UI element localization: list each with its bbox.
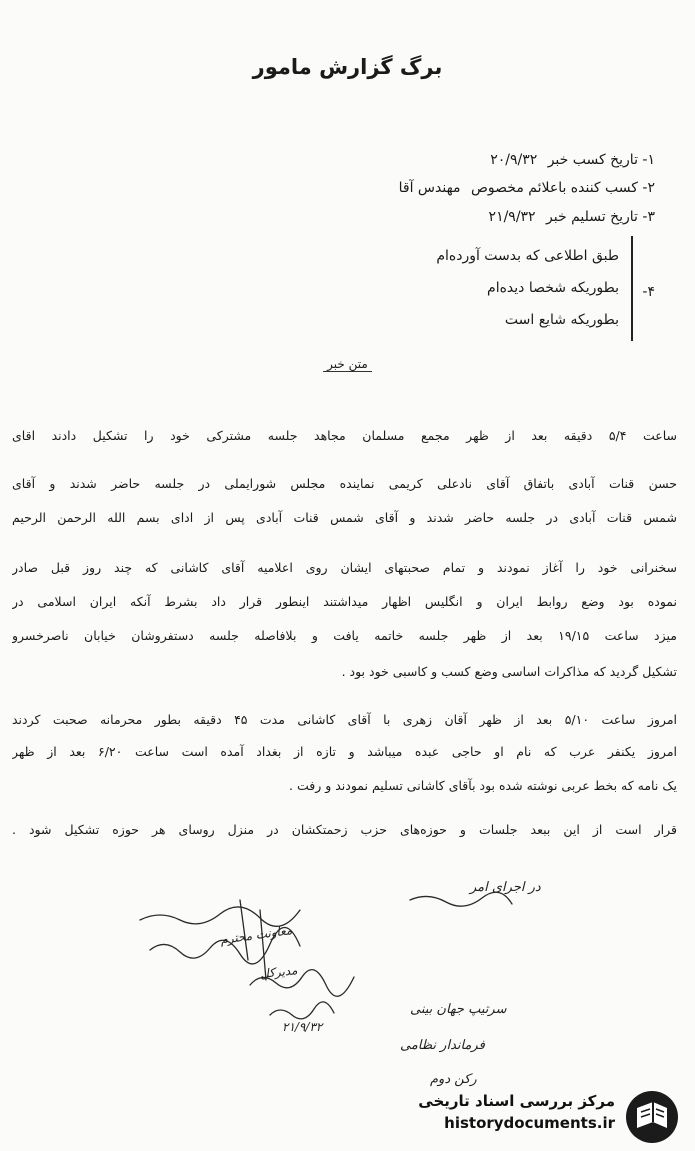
handwritten-signature: مدیرکل bbox=[259, 963, 299, 981]
watermark-org: مرکز بررسی اسناد تاریخی bbox=[418, 1092, 615, 1110]
field-value: ۲۰/۹/۳۲ bbox=[490, 152, 538, 168]
field4-options bbox=[301, 236, 633, 341]
field4-number: ۴- bbox=[642, 284, 655, 300]
field4-option: طبق اطلاعی که بدست آورده‌ام bbox=[436, 248, 619, 264]
handwritten-signature: سرتیپ جهان بینی bbox=[410, 1002, 507, 1017]
field4-option: بطوریکه شایع است bbox=[504, 312, 619, 328]
field-label: ۲- کسب کننده باعلائم مخصوص bbox=[470, 180, 655, 196]
watermark bbox=[418, 1092, 615, 1132]
body-line: امروز ساعت ۵/۱۰ بعد از ظهر آقان زهری با آقای کاشانی مدت ۴۵ دقیقه بطور محرمانه صحبت کردند bbox=[12, 712, 677, 727]
field-label: ۳- تاریخ تسلیم خبر bbox=[546, 209, 655, 225]
field-label: ۱- تاریخ کسب خبر bbox=[547, 152, 655, 168]
archive-logo-icon bbox=[623, 1088, 681, 1146]
body-line: قرار است از این ببعد جلسات و حوزه‌های حزب زحمتکشان در منزل روسای هر حوزه تشکیل شود . bbox=[12, 822, 677, 837]
body-line: شمس قنات آبادی در جلسه حاضر شدند و آقای شمس قنات آبادی پس از ادای بسم الله الرحمن الرحیم bbox=[12, 510, 677, 525]
handwritten-date: ۲۱/۹/۳۲ bbox=[282, 1020, 323, 1034]
field4-option: بطوریکه شخصا دیده‌ام bbox=[487, 280, 619, 296]
body-line: میزد ساعت ۱۹/۱۵ بعد از ظهر جلسه خاتمه یافت و بلافاصله جلسه دستفروشان خیابان ناصرخسرو bbox=[12, 628, 677, 643]
body-line: نموده بود وضع روابط ایران و انگلیس اظهار میداشتند اینطور قرار داد بشرط آنکه ایران اسلامی در bbox=[12, 594, 677, 609]
field-date-received bbox=[490, 152, 655, 168]
body-line: سخنرانی خود را آغاز نمودند و تمام صحبتهای ایشان روی اعلامیه آقای کاشانی که چند روز قبل صادر bbox=[12, 560, 677, 575]
watermark-site: historydocuments.ir bbox=[444, 1114, 615, 1132]
handwritten-signature: فرماندار نظامی bbox=[400, 1038, 485, 1053]
handwritten-signature: رکن دوم bbox=[430, 1072, 477, 1087]
body-line: تشکیل گردید که مذاکرات اساسی وضع کسب و کاسبی خود بود . bbox=[341, 664, 677, 679]
field-collector bbox=[399, 180, 655, 196]
text-heading: متن خبر bbox=[0, 357, 695, 371]
handwritten-note: در اجرای امر bbox=[470, 880, 541, 895]
body-line: امروز یکنفر عرب که نام او حاجی عبده میباشد و تازه از بغداد آمده است ساعت ۶/۲۰ بعد از ظهر bbox=[12, 744, 677, 759]
field-value: ۲۱/۹/۳۲ bbox=[488, 209, 536, 225]
body-line: یک نامه که بخط عربی نوشته شده بود بآقای کاشانی تسلیم نمودند و رفت . bbox=[289, 778, 677, 793]
body-line: ساعت ۵/۴ دقیقه بعد از ظهر مجمع مسلمان مجاهد جلسه مشترکی خود را تشکیل دادند اقای bbox=[12, 428, 677, 443]
body-line: حسن قنات آبادی باتفاق آقای نادعلی کریمی نماینده مجلس شورایملی در جلسه حاضر شدند و آقای bbox=[12, 476, 677, 491]
field-date-delivered bbox=[489, 209, 655, 225]
handwritten-signatures-scribble bbox=[120, 880, 600, 1110]
handwritten-signature: معاونت محترم bbox=[219, 923, 294, 947]
field-value: مهندس آقا bbox=[398, 180, 461, 196]
document-title: برگ گزارش مامور bbox=[252, 55, 443, 79]
